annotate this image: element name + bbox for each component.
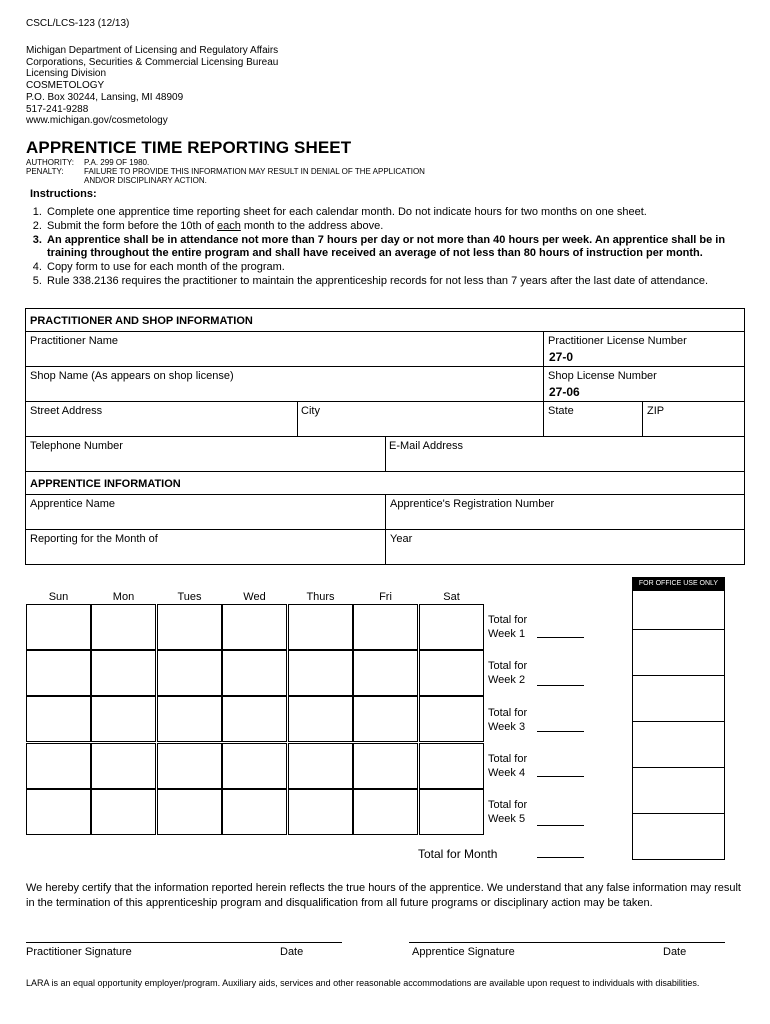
divider <box>632 767 725 768</box>
instruction-item: 1. Complete one apprentice time reporting sheet for each calendar month. Do not indicate hours for two months on one sheet. <box>45 206 730 220</box>
day-cell-week5-mon[interactable] <box>91 789 156 835</box>
practitioner-license-label: Practitioner License Number <box>548 335 687 347</box>
day-cell-week1-fri[interactable] <box>353 604 418 650</box>
week-1-total-line[interactable] <box>537 637 584 638</box>
apprentice-date-label: Date <box>663 946 687 958</box>
week-5-total-line[interactable] <box>537 825 584 826</box>
day-header-thurs: Thurs <box>306 591 335 603</box>
agency-line: Licensing Division <box>26 68 107 80</box>
divider <box>25 471 745 472</box>
day-cell-week3-mon[interactable] <box>91 696 156 742</box>
divider <box>385 436 386 471</box>
instruction-item: 3. An apprentice shall be in attendance not more than 7 hours per day or not more than 40 hours per week. An apprentice shall be in training throughout the entire program and shall have received an average of not less than 80 hours of instruction per month. <box>45 234 730 262</box>
divider <box>297 401 298 436</box>
page-title: APPRENTICE TIME REPORTING SHEET <box>26 138 352 157</box>
divider <box>632 721 725 722</box>
divider <box>25 366 745 367</box>
form-code: CSCL/LCS-123 (12/13) <box>26 18 130 29</box>
shop-name-label: Shop Name (As appears on shop license) <box>30 370 234 382</box>
year-label: Year <box>390 533 413 545</box>
shop-license-prefix[interactable]: 27-06 <box>549 385 580 399</box>
telephone-label: Telephone Number <box>30 440 123 452</box>
day-cell-week4-fri[interactable] <box>353 743 418 789</box>
agency-address <box>26 45 346 127</box>
day-header-fri: Fri <box>379 591 392 603</box>
divider <box>25 331 745 332</box>
day-cell-week1-thurs[interactable] <box>288 604 353 650</box>
instruction-item: 4. Copy form to use for each month of the program. <box>45 261 730 275</box>
practitioner-license-prefix[interactable]: 27-0 <box>549 350 574 364</box>
day-cell-week3-sat[interactable] <box>419 696 484 742</box>
day-cell-week2-tues[interactable] <box>157 650 222 696</box>
shop-license-label: Shop License Number <box>548 370 657 382</box>
day-header-tues: Tues <box>177 591 202 603</box>
practitioner-section-header: PRACTITIONER AND SHOP INFORMATION <box>30 315 253 327</box>
instruction-item: 2. Submit the form before the 10th of each month to the address above. <box>45 220 730 234</box>
divider <box>543 331 544 436</box>
week-4-total-line[interactable] <box>537 776 584 777</box>
day-cell-week3-fri[interactable] <box>353 696 418 742</box>
footer-notice: LARA is an equal opportunity employer/program. Auxiliary aids, services and other reasonable accommodations are available upon request to individuals with disabilities. <box>26 978 700 988</box>
day-cell-week4-sat[interactable] <box>419 743 484 789</box>
agency-line: Corporations, Securities & Commercial Licensing Bureau <box>26 56 279 68</box>
week-3-total-line[interactable] <box>537 731 584 732</box>
authority-label: AUTHORITY: <box>26 158 75 167</box>
day-cell-week3-wed[interactable] <box>222 696 287 742</box>
practitioner-signature-label: Practitioner Signature <box>26 946 132 958</box>
apprentice-signature-line[interactable] <box>409 942 725 943</box>
divider <box>25 529 745 530</box>
divider <box>632 629 725 630</box>
day-cell-week1-mon[interactable] <box>91 604 156 650</box>
apprentice-signature-label: Apprentice Signature <box>412 946 515 958</box>
day-cell-week5-sun[interactable] <box>26 789 91 835</box>
certification-text: We hereby certify that the information reported herein reflects the true hours of the apprentice. We understand that any false information may result in the termination of this apprenticeship program and disqualification from all future programs or disciplinary action may be taken. <box>26 882 741 909</box>
day-cell-week2-mon[interactable] <box>91 650 156 696</box>
day-cell-week1-wed[interactable] <box>222 604 287 650</box>
day-cell-week5-fri[interactable] <box>353 789 418 835</box>
apprentice-registration-label: Apprentice's Registration Number <box>390 498 555 510</box>
agency-line: 517-241-9288 <box>26 103 89 115</box>
agency-line: www.michigan.gov/cosmetology <box>26 115 168 127</box>
penalty-text-2: AND/OR DISCIPLINARY ACTION. <box>84 176 207 185</box>
day-cell-week4-mon[interactable] <box>91 743 156 789</box>
divider <box>632 813 725 814</box>
day-cell-week5-wed[interactable] <box>222 789 287 835</box>
day-cell-week1-tues[interactable] <box>157 604 222 650</box>
day-header-sat: Sat <box>443 591 460 603</box>
agency-line: COSMETOLOGY <box>26 80 105 92</box>
week-total-label: Total for Week 3 <box>488 707 528 733</box>
day-cell-week5-thurs[interactable] <box>288 789 353 835</box>
week-total-label: Total for Week 1 <box>488 614 528 640</box>
week-2-total-line[interactable] <box>537 685 584 686</box>
instructions-heading: Instructions: <box>30 188 97 200</box>
divider <box>25 401 745 402</box>
zip-label: ZIP <box>647 405 665 417</box>
month-total-line[interactable] <box>537 857 584 858</box>
reporting-month-label: Reporting for the Month of <box>30 533 158 545</box>
week-total-label: Total for Week 5 <box>488 799 528 825</box>
day-cell-week4-thurs[interactable] <box>288 743 353 789</box>
day-cell-week2-sat[interactable] <box>419 650 484 696</box>
day-cell-week3-sun[interactable] <box>26 696 91 742</box>
week-total-label: Total for Week 2 <box>488 660 528 686</box>
day-cell-week4-sun[interactable] <box>26 743 91 789</box>
instructions-list <box>30 206 730 289</box>
city-label: City <box>301 405 320 417</box>
day-cell-week5-sat[interactable] <box>419 789 484 835</box>
state-label: State <box>548 405 574 417</box>
day-cell-week4-wed[interactable] <box>222 743 287 789</box>
week-total-label: Total for Week 4 <box>488 753 528 779</box>
office-use-column <box>632 590 725 860</box>
total-for-month-label: Total for Month <box>418 847 498 861</box>
agency-line: Michigan Department of Licensing and Regulatory Affairs <box>26 45 279 56</box>
instruction-item: 5. Rule 338.2136 requires the practitioner to maintain the apprenticeship records for not less than 7 years after the last date of attendance. <box>45 275 730 289</box>
day-header-sun: Sun <box>48 591 69 603</box>
day-cell-week5-tues[interactable] <box>157 789 222 835</box>
practitioner-name-label: Practitioner Name <box>30 335 119 347</box>
office-use-header: FOR OFFICE USE ONLY <box>632 577 725 590</box>
practitioner-date-label: Date <box>280 946 304 958</box>
practitioner-signature-line[interactable] <box>26 942 342 943</box>
day-cell-week1-sat[interactable] <box>419 604 484 650</box>
day-cell-week3-thurs[interactable] <box>288 696 353 742</box>
day-cell-week2-sun[interactable] <box>26 650 91 696</box>
day-cell-week2-wed[interactable] <box>222 650 287 696</box>
apprentice-section-header: APPRENTICE INFORMATION <box>30 478 181 490</box>
day-header-wed: Wed <box>243 591 266 603</box>
day-cell-week2-thurs[interactable] <box>288 650 353 696</box>
day-cell-week1-sun[interactable] <box>26 604 91 650</box>
apprentice-name-label: Apprentice Name <box>30 498 115 510</box>
penalty-text: FAILURE TO PROVIDE THIS INFORMATION MAY RESULT IN DENIAL OF THE APPLICATION <box>84 167 425 176</box>
divider <box>642 401 643 436</box>
authority-text: P.A. 299 OF 1980. <box>84 158 150 167</box>
day-cell-week3-tues[interactable] <box>157 696 222 742</box>
street-address-label: Street Address <box>30 405 103 417</box>
day-cell-week2-fri[interactable] <box>353 650 418 696</box>
email-label: E-Mail Address <box>389 440 463 452</box>
day-cell-week4-tues[interactable] <box>157 743 222 789</box>
penalty-label: PENALTY: <box>26 167 64 176</box>
divider <box>632 675 725 676</box>
agency-line: P.O. Box 30244, Lansing, MI 48909 <box>26 91 184 103</box>
day-header-mon: Mon <box>112 591 135 603</box>
